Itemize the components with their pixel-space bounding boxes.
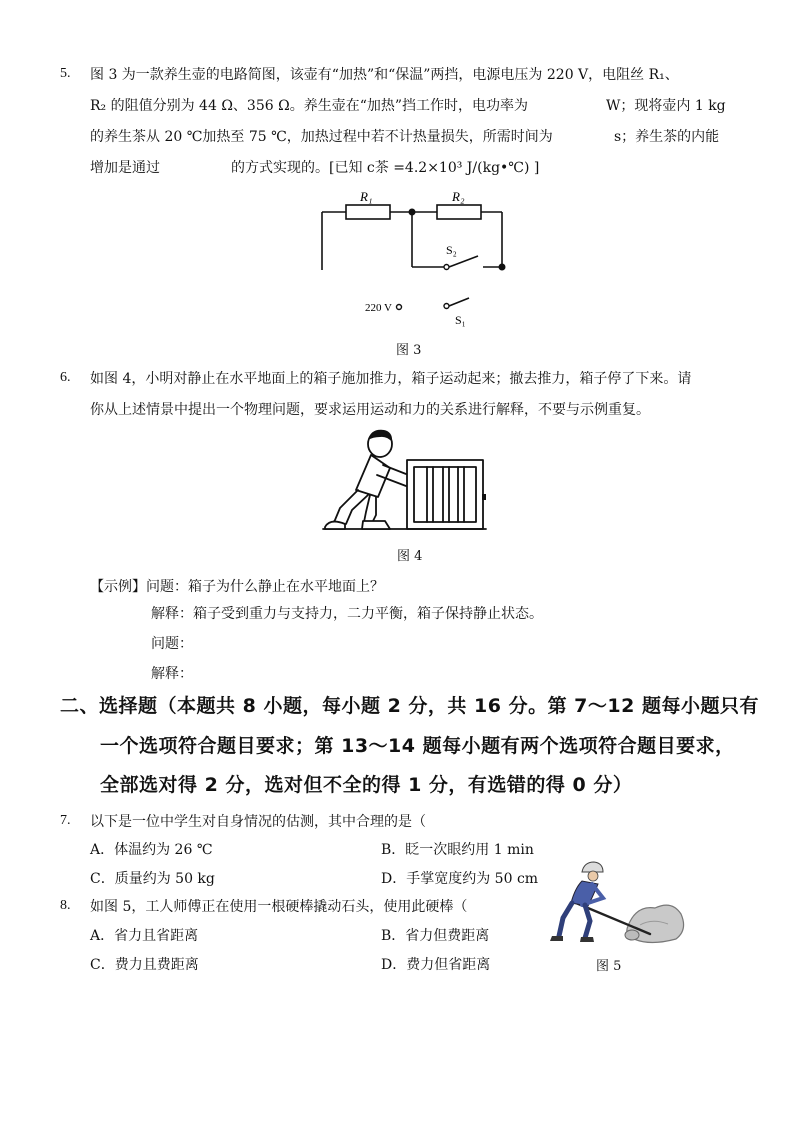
q5-line-3-part-a: 的养生茶从 20 ℃加热至 75 ℃，加热过程中若不计热量损失，所需时间为 <box>90 129 553 145</box>
q8-number: 8. <box>60 898 71 913</box>
fulcrum-stone <box>625 930 639 940</box>
q8-option-a: A．省力且省距离 <box>90 928 199 944</box>
q8-option-d: D．费力但省距离 <box>381 957 491 973</box>
q5-line-4-part-b: 的方式实现的。[已知 c茶 =4.2×10³ J/(kg•℃) ] <box>231 160 540 176</box>
q5-line-1: 图 3 为一款养生壶的电路简图，该壶有“加热”和“保温”两挡，电源电压为 220 V，电阻丝 R₁、 <box>90 67 679 83</box>
label-s2: S₂ <box>446 243 457 257</box>
section-2-header-line-2: 一个选项符合题目要求；第 13～14 题每小题有两个选项符合题目要求， <box>100 735 735 757</box>
q6-line-2: 你从上述情景中提出一个物理问题，要求运用运动和力的关系进行解释，不要与示例重复。 <box>90 402 650 418</box>
label-r2: R₂ <box>452 189 465 204</box>
q5-number: 5. <box>60 66 71 81</box>
worker-helmet <box>582 862 603 872</box>
q5-line-2-part-b: W；现将壶内 1 kg <box>606 98 726 114</box>
figure-3-caption: 图 3 <box>396 343 422 358</box>
q5-line-2-part-a: R₂ 的阻值分别为 44 Ω、356 Ω。养生壶在“加热”挡工作时，电功率为 <box>90 98 529 114</box>
section-2-header-line-3: 全部选对得 2 分，选对但不全的得 1 分，有选错的得 0 分） <box>100 774 633 796</box>
answer-question-label: 问题： <box>151 636 193 652</box>
example-question: 【示例】问题：箱子为什么静止在水平地面上？ <box>90 579 384 595</box>
q7-option-c: C．质量约为 50 kg <box>90 871 215 887</box>
q7-option-b: B．眨一次眼约用 1 min <box>381 842 534 858</box>
q6-number: 6. <box>60 370 71 385</box>
q7-option-d: D．手掌宽度约为 50 cm <box>381 871 539 887</box>
worker-head <box>588 871 598 881</box>
worker-front-leg <box>585 905 590 938</box>
figure-5-caption: 图 5 <box>596 959 622 974</box>
answer-explanation-label: 解释： <box>151 666 193 682</box>
figure-4-caption: 图 4 <box>397 549 423 564</box>
label-voltage: 220 V <box>365 302 392 314</box>
q8-option-c: C．费力且费距离 <box>90 957 199 973</box>
example-explanation: 解释：箱子受到重力与支持力，二力平衡，箱子保持静止状态。 <box>151 606 543 622</box>
worker-back-boot <box>550 936 563 941</box>
worker-front-boot <box>580 937 594 942</box>
worker-back-leg <box>559 903 572 936</box>
q7-option-a: A．体温约为 26 ℃ <box>90 842 213 858</box>
q8-stem: 如图 5，工人师傅正在使用一根硬棒撬动石头，使用此硬棒（ <box>90 899 468 915</box>
q5-line-3-part-b: s；养生茶的内能 <box>614 129 720 145</box>
label-r1: R₁ <box>360 189 373 204</box>
q7-number: 7. <box>60 813 71 828</box>
q6-line-1: 如图 4，小明对静止在水平地面上的箱子施加推力，箱子运动起来；撤去推力，箱子停了下来。请 <box>90 371 692 387</box>
q5-line-4-part-a: 增加是通过 <box>90 160 160 176</box>
section-2-header-line-1: 二、选择题（本题共 8 小题，每小题 2 分，共 16 分。第 7～12 题每小题只有 <box>60 695 759 717</box>
q8-option-b: B．省力但费距离 <box>381 928 490 944</box>
q7-stem: 以下是一位中学生对自身情况的估测，其中合理的是（ <box>90 814 426 830</box>
label-s1: S₁ <box>455 313 466 327</box>
